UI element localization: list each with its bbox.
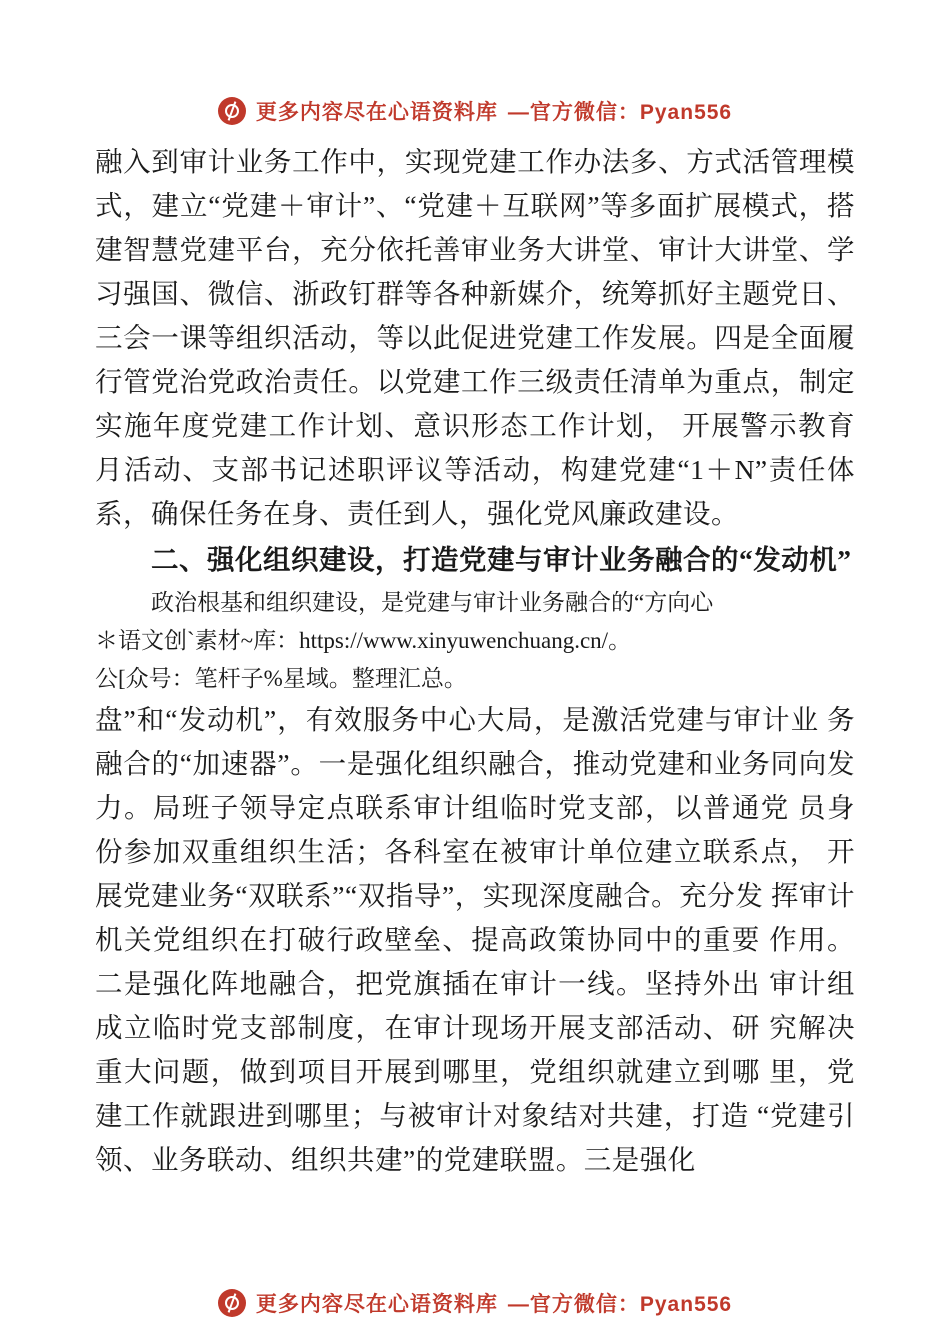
inserted-note-line-2: ＊语文创`素材~库：https://www.xinyuwenchuang.cn/。 — [95, 628, 632, 653]
paragraph-2: 盘”和“发动机”，有效服务中心大局，是激活党建与审计业 务融合的“加速器”。一是强化组织融合，推动党建和业务同向发力。局班子领导定点联系审计组临时党支部，以普通党 员身份参加双重组织生活；各科室在被审计单位建立联系点， 开展党建业务“双联系”“双指导”，实现深度融合。充分发 挥审计机关党组织在打破行政壁垒、提高政策协同中的重要 作用。二是强化阵地融合，把党旗插在审计一线。坚持外出 审计组成立临时党支部制度，在审计现场开展支部活动、研 究解决重大问题，做到项目开展到哪里，党组织就建立到哪 里，党建工作就跟进到哪里；与被审计对象结对共建，打造 “党建引领、业务联动、组织共建”的党建联盟。三是强化 — [95, 704, 855, 1175]
inserted-note-line-1: 政治根基和组织建设，是党建与审计业务融合的“方向心 — [151, 590, 714, 615]
watermark-top-sub-text: —官方微信：Pyan556 — [507, 101, 733, 124]
section-heading-2: 二、强化组织建设，打造党建与审计业务融合的“发动机” — [151, 544, 852, 575]
document-body — [95, 140, 855, 1182]
circle-seal-icon — [218, 1289, 246, 1317]
watermark-bottom-main-text: 更多内容尽在心语资料库 — [255, 1293, 498, 1316]
paragraph-1: 融入到审计业务工作中，实现党建工作办法多、方式活管理模式，建立“党建＋审计”、“党建＋互联网”等多面扩展模式，搭建智慧党建平台，充分依托善审业务大讲堂、审计大讲堂、学习强国、微信、浙政钉群等各种新媒介，统筹抓好主题党日、三会一课等组织活动，等以此促进党建工作发展。四是全面履行管党治党政治责任。以党建工作三级责任清单为重点，制定实施年度党建工作计划、意识形态工作计划， 开展警示教育月活动、支部书记述职评议等活动，构建党建“1＋N”责任体系，确保任务在身、责任到人，强化党风廉政建设。 — [95, 146, 855, 529]
inserted-note-line-3: 公[众号：笔杆子%星域。整理汇总。 — [95, 666, 467, 691]
watermark-top-main-text: 更多内容尽在心语资料库 — [255, 101, 498, 124]
circle-seal-icon — [218, 97, 246, 125]
watermark-bottom — [0, 1288, 950, 1318]
watermark-top — [0, 96, 950, 126]
watermark-bottom-sub-text: —官方微信：Pyan556 — [507, 1293, 733, 1316]
